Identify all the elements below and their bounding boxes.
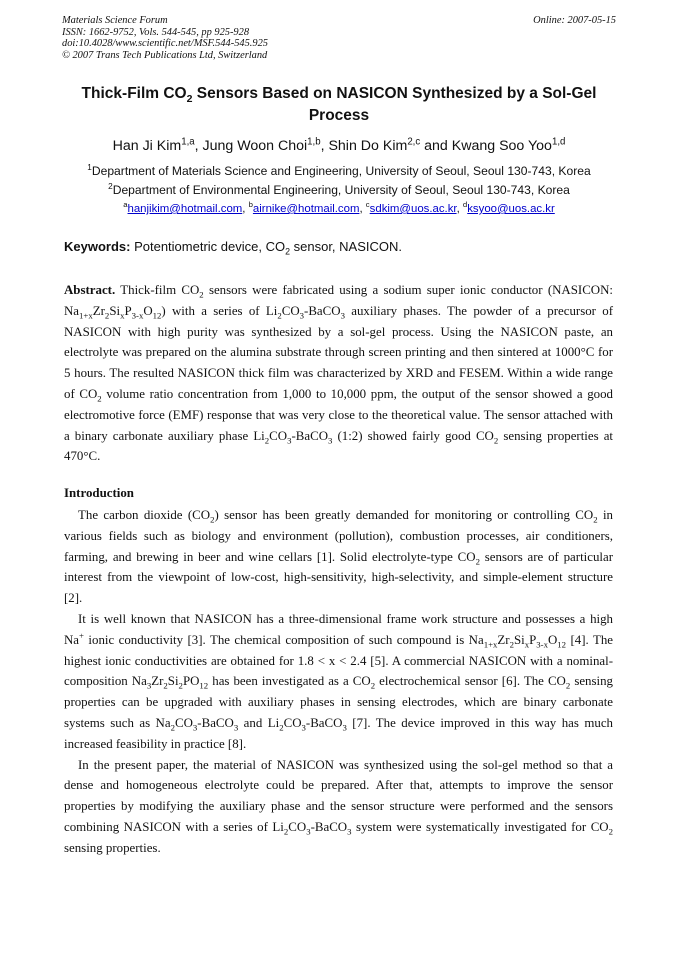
abstract-label: Abstract. [64,283,116,297]
email-link-a[interactable]: hanjikim@hotmail.com [127,203,243,215]
email-link-d[interactable]: ksyoo@uos.ac.kr [467,203,555,215]
affiliations [40,162,638,219]
journal-header [62,15,616,61]
journal-name: Materials Science Forum [62,15,168,26]
intro-paragraph-2: It is well known that NASICON has a three-dimensional frame work structure and possesses a high Na+ ionic conductivity [3]. The chemical composition of such compound is $Na_{1+x}Zr_2Si_xP_{3-x}O_{12}$ [4]. The highest ionic conductivities are obtained for 1.8 < x < 2.4 [5]. A commercial NASICON with a nominal-composition $Na_3Zr_2Si_2PO_{12}$ has been investigated as a $CO_2$ electrochemical sensor [6]. The $CO_2$ sensing properties can be upgraded with auxiliary phases in sensing electrodes, which are binary carbonate systems such as $Na_2CO_3-BaCO_3$ and $Li_2CO_3-BaCO_3$ [7]. The device improved in this way has much increased feasibility in practice [8]. [64,611,613,751]
author-name: Han Ji Kim [112,138,182,154]
doi-line: doi:10.4028/www.scientific.net/MSF.544-545.925 [62,38,268,50]
author-name: Kwang Soo Yoo [451,138,552,154]
introduction-heading: Introduction [64,486,134,500]
author-list: Han Ji Kim$^{1,a}$, Jung Woon Choi$^{1,b}$, Shin Do Kim$^{2,c}$ and Kwang Soo Yoo$^{1,d}$ [112,136,566,154]
online-date: Online: 2007-05-15 [533,15,616,26]
abstract: Abstract. Thick-film $CO_2$ sensors were fabricated using a sodium super ionic conductor (NASICON: $Na_{1+x}Zr_2Si_xP_{3-x}O_{12}$) with a series of $Li_2CO_3-BaCO_3$ auxiliary phases. The powder of a precursor of NASICON with high purity was synthesized by a sol-gel process. Using the NASICON paste, an electrolyte was prepared on the alumina substrate through screen printing and then sintered at 1000°C for 5 hours. The resulted NASICON thick film was characterized by XRD and FESEM. Within a wide range of $CO_2$ volume ratio concentration from 1,000 to 10,000 ppm, the output of the sensor showed a good electromotive force (EMF) response that was very close to the theoretical value. The sensor attached with a binary carbonate auxiliary phase $Li_2CO_3-BaCO_3$ (1:2) showed fairly good $CO_2$ sensing properties at 470°C. [64,283,614,464]
affiliation-1: $^1$Department of Materials Science and Engineering, University of Seoul, Seoul 130-743, Korea [87,162,591,178]
paper-title: Thick-Film $CO_2$ Sensors Based on NASICON Synthesized by a Sol-Gel Process [81,85,597,124]
introduction-body [64,505,613,859]
author-name: Jung Woon Choi [202,138,308,154]
issn-line: ISSN: 1662-9752, Vols. 544-545, pp 925-928 [62,26,250,38]
intro-paragraph-3: In the present paper, the material of NASICON was synthesized using the sol-gel method so that a dense and homogeneous electrolyte could be prepared. After that, attempts to improve the sensor properties by modifying the auxiliary phase and the sensor structure were performed and the sensors combining NASICON with a series of $Li_2CO_3-BaCO_3$ system were systematically investigated for $CO_2$ sensing properties. [64,757,613,855]
keywords: Keywords: Potentiometric device, $CO_2$ sensor, NASICON. [64,239,402,257]
intro-paragraph-1: The carbon dioxide $(CO_2)$ sensor has been greatly demanded for monitoring or controlling $CO_2$ in various fields such as biology and environment (pollution), combustion processes, air conditioners, farming, and brewing in beer and wine cellars [1]. Solid electrolyte-type $CO_2$ sensors are of particular interest from the viewpoint of low-cost, high-sensitivity, high-selectivity, and simple-element structure [2]. [64,508,614,606]
email-link-b[interactable]: airnike@hotmail.com [252,203,360,215]
email-line: $^a$hanjikim@hotmail.com, $^b$airnike@hotmail.com, $^c$sdkim@uos.ac.kr, $^d$ksyoo@uos.ac.kr [123,200,555,215]
copyright-line: © 2007 Trans Tech Publications Ltd, Switzerland [62,49,268,61]
affiliation-2: $^2$Department of Environmental Engineering, University of Seoul, Seoul 130-743, Korea [108,181,570,197]
author-name: Shin Do Kim [328,138,408,154]
email-link-c[interactable]: sdkim@uos.ac.kr [369,203,457,215]
